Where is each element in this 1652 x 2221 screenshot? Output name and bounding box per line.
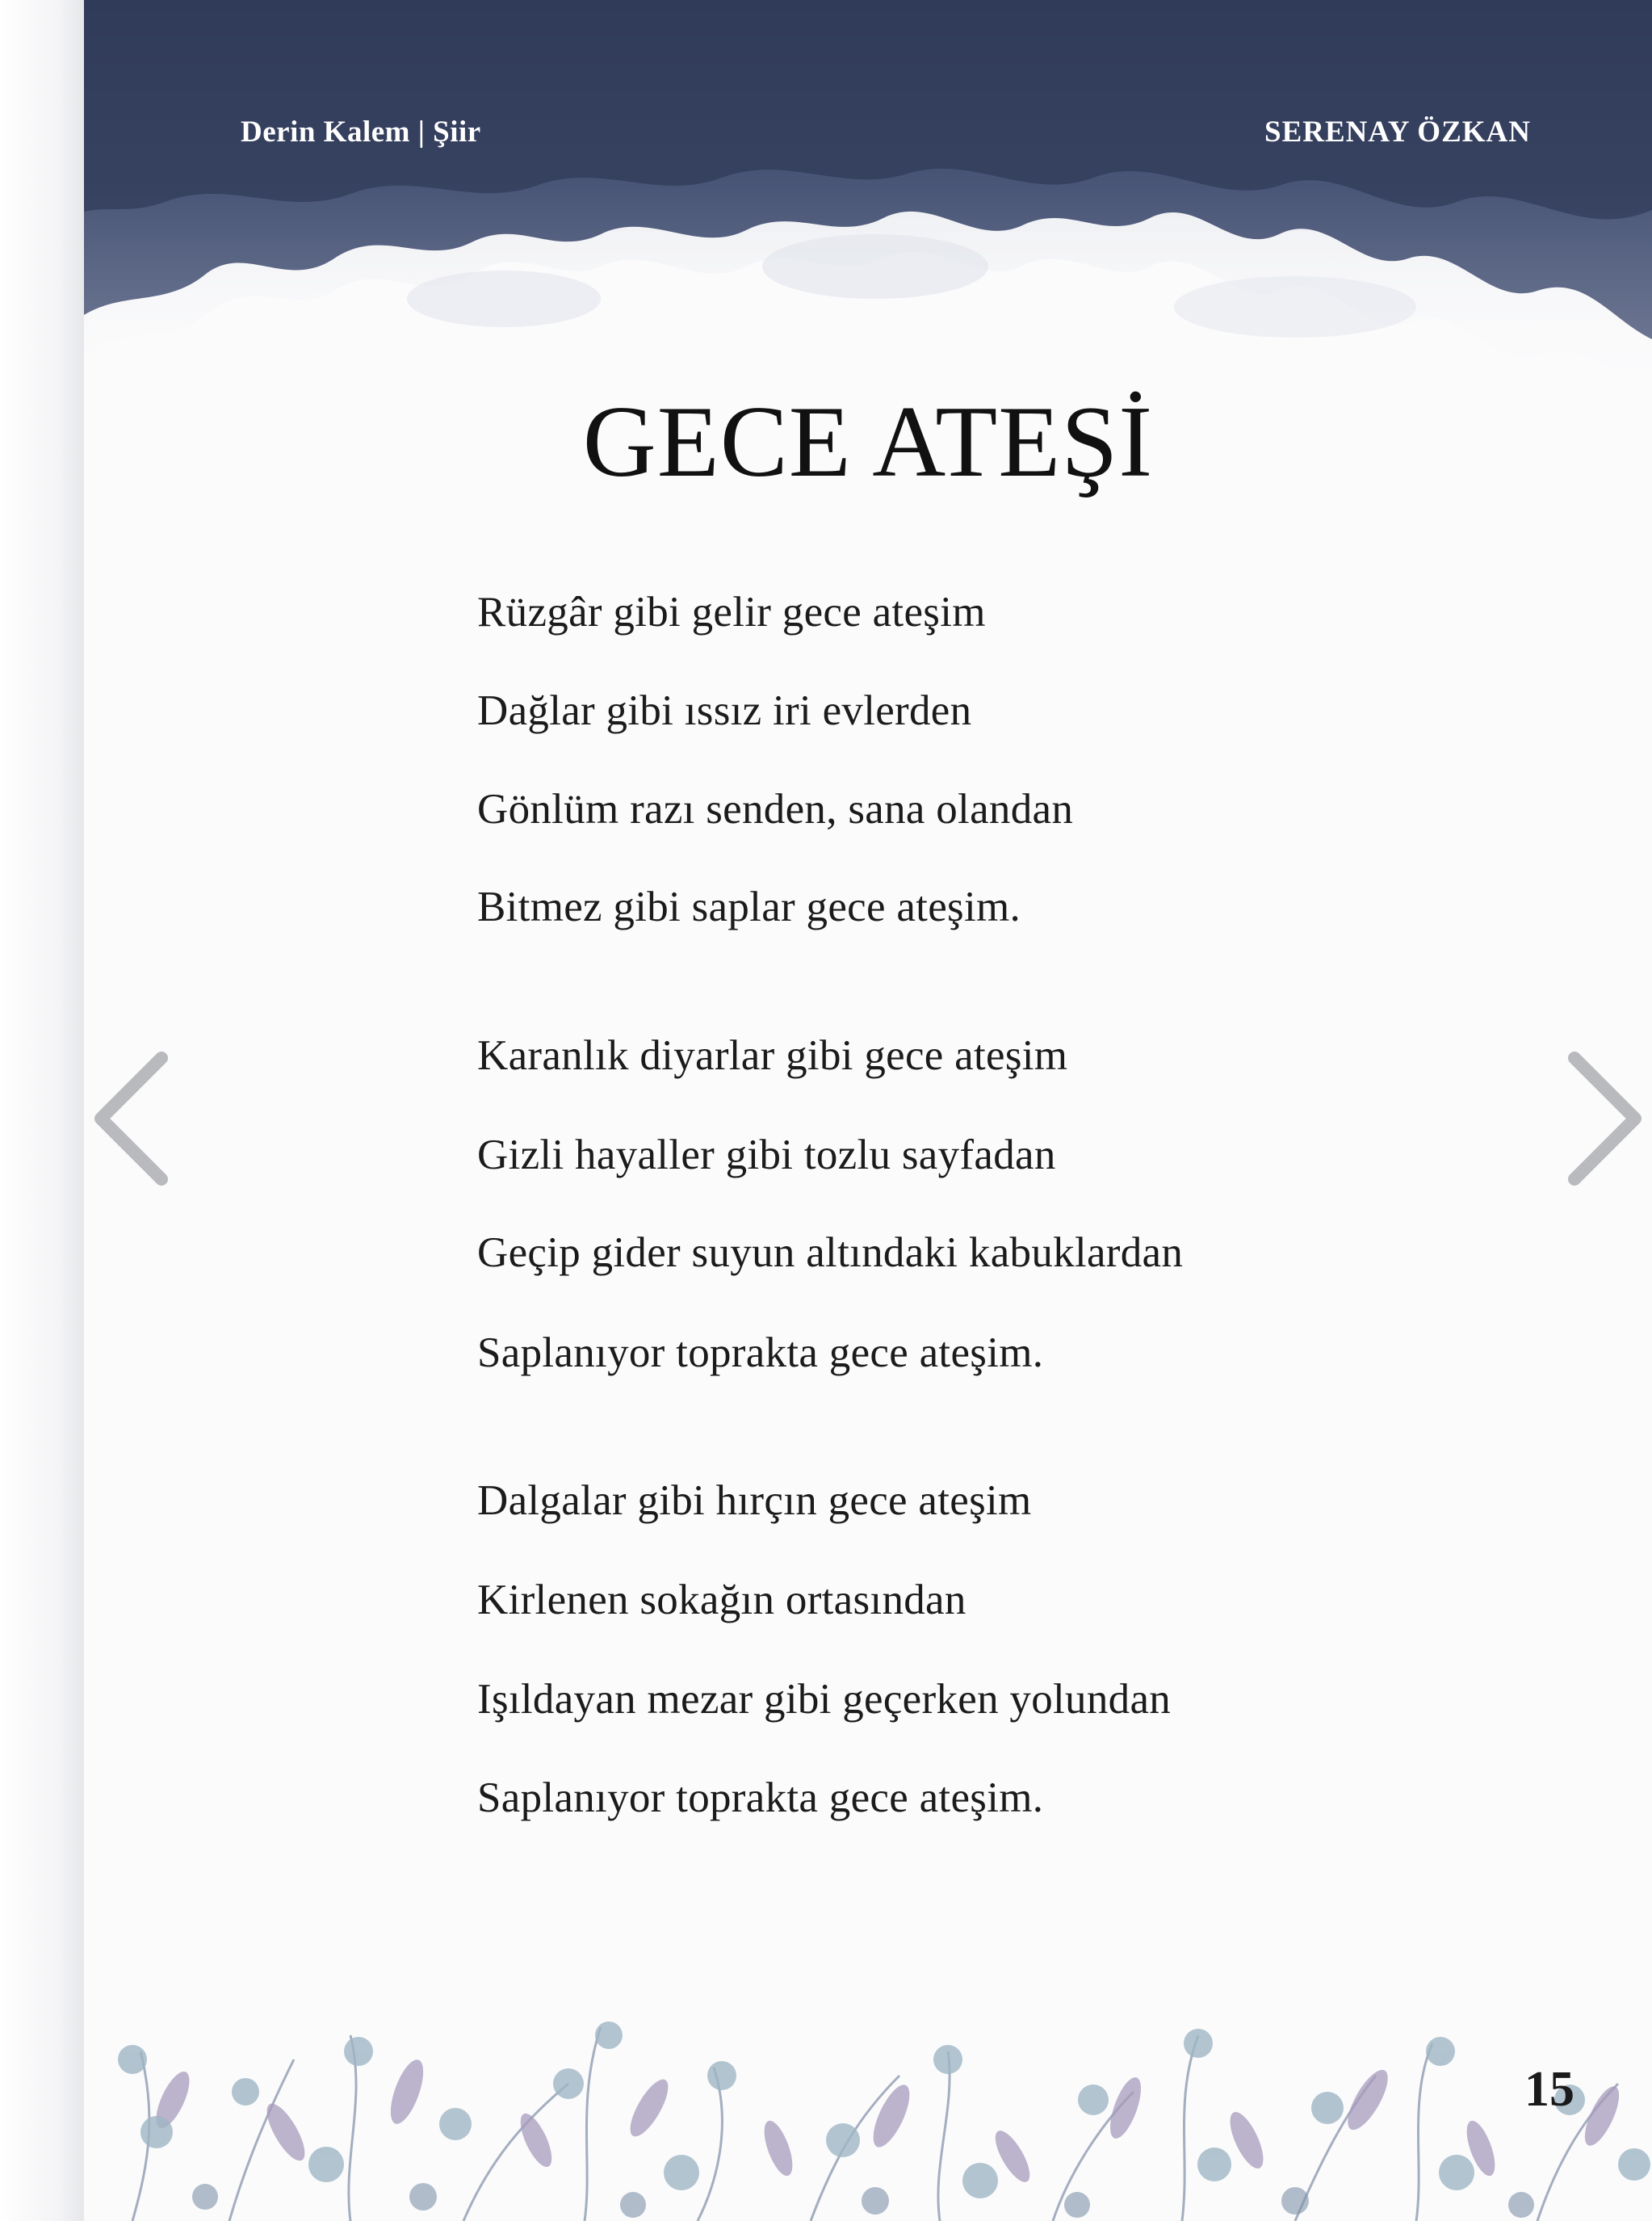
foliage-border — [84, 2003, 1652, 2221]
poem-line: Karanlık diyarlar gibi gece ateşim — [477, 1032, 1068, 1079]
poem-line: Saplanıyor toprakta gece ateşim. — [477, 1329, 1044, 1376]
poem-line: Dağlar gibi ıssız iri evlerden — [477, 687, 972, 734]
poem-line: Rüzgâr gibi gelir gece ateşim — [477, 589, 986, 636]
poem-line: Işıldayan mezar gibi geçerken yolundan — [477, 1676, 1172, 1723]
poem-line: Gizli hayaller gibi tozlu sayfadan — [477, 1131, 1056, 1178]
chevron-right-icon — [1566, 1050, 1647, 1187]
poem-line: Bitmez gibi saplar gece ateşim. — [477, 884, 1021, 930]
page-number: 15 — [1524, 2062, 1574, 2117]
magazine-page — [84, 0, 1652, 2221]
header-section-label: Derin Kalem | Şiir — [241, 115, 481, 149]
prev-page-button[interactable] — [89, 1050, 170, 1187]
watercolor-sky-banner — [84, 0, 1652, 420]
header-author-name: SERENAY ÖZKAN — [1264, 115, 1531, 149]
poem-line: Saplanıyor toprakta gece ateşim. — [477, 1774, 1044, 1821]
chevron-left-icon — [89, 1050, 170, 1187]
left-page-edge — [0, 0, 84, 2221]
poem-line: Gönlüm razı senden, sana olandan — [477, 786, 1074, 833]
next-page-button[interactable] — [1566, 1050, 1647, 1187]
poem-line: Geçip gider suyun altındaki kabuklardan — [477, 1229, 1184, 1276]
poem-line: Dalgalar gibi hırçın gece ateşim — [477, 1477, 1032, 1524]
poem-line: Kirlenen sokağın ortasından — [477, 1577, 966, 1623]
poem-title: GECE ATEŞİ — [582, 386, 1154, 498]
